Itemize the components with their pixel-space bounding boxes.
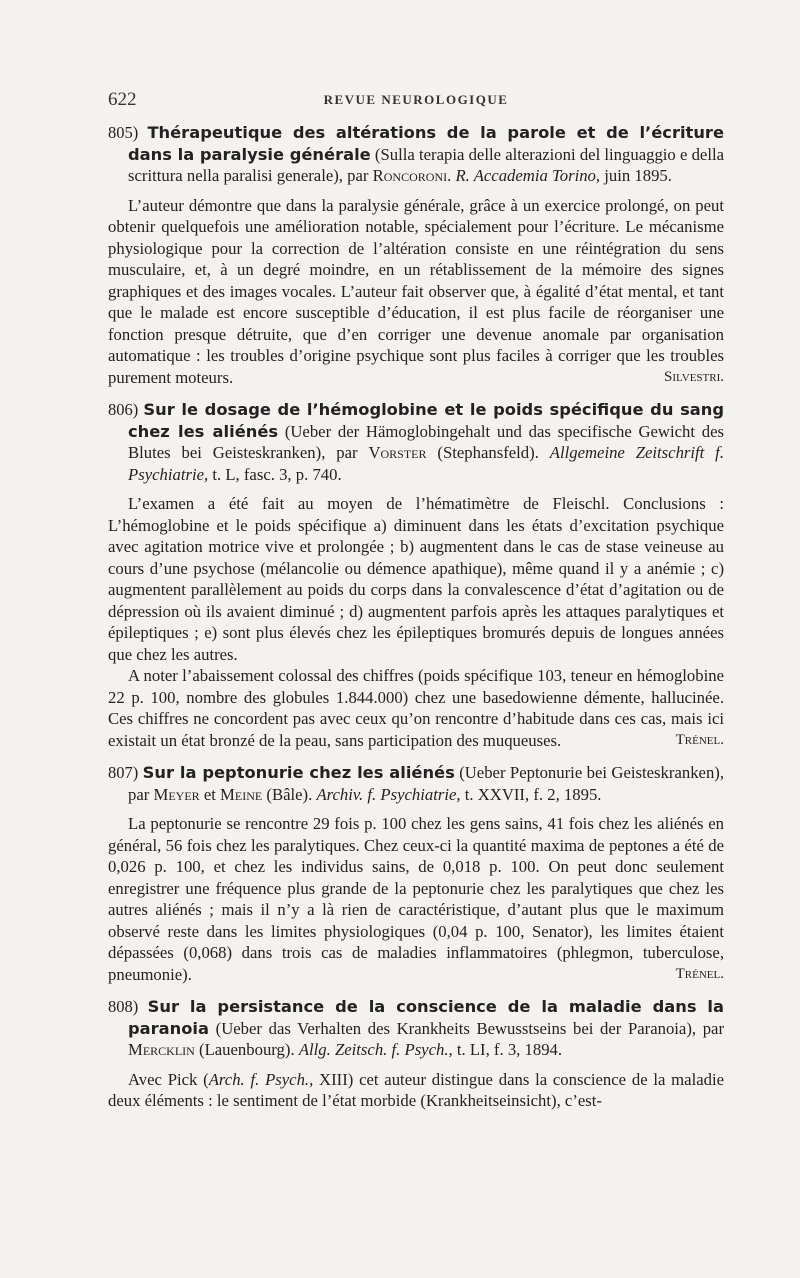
entry-author: Meyer	[153, 784, 200, 804]
journal-title: REVUE NEUROLOGIQUE	[323, 92, 509, 107]
entry-heading	[108, 122, 724, 187]
entry-805	[108, 122, 724, 388]
entry-number: 806)	[108, 400, 139, 419]
entry-location: (Stephansfeld).	[437, 443, 539, 462]
entry-signature: Silvestri.	[664, 368, 724, 385]
entry-paragraph: Avec Pick (Arch. f. Psych., XIII) cet auteur distingue dans la conscience de la maladie deux éléments : le sentiment de l’état morbide (Krankheitseinsicht), c’est-	[108, 1069, 725, 1110]
entry-heading	[108, 996, 724, 1061]
entry-number: 808)	[108, 997, 139, 1016]
page-number: 622	[108, 89, 137, 110]
entry-journal: R. Accademia Torino,	[455, 166, 601, 185]
entry-reference: (Ueber das Verhalten des Krankheits Bewusstseins bei der Paranoia), par	[215, 1018, 725, 1038]
entry-title: Sur le dosage de l’hémoglobine et le poids spécifique du sang chez les aliénés	[128, 400, 724, 441]
entry-title: Sur la peptonurie chez les aliénés	[142, 763, 455, 782]
entry-paragraph: A noter l’abaissement colossal des chiffres (poids spécifique 103, teneur en hémoglobine 22 p. 100, nombre des globules 1.844.000) chez une basedowienne démente, hallucinée. Ces chiffres ne concordent pas avec ceux qu’on rencontre d’habitude dans ces cas, mais ici existait un état bronzé de la peau, sans participation des muqueuses. Trénel.	[108, 666, 724, 750]
entry-author: Roncoroni.	[372, 166, 452, 185]
article-column	[108, 122, 724, 1123]
entry-reference: (Ueber Peptonurie bei Geisteskranken), par	[128, 763, 725, 804]
entry-volume: t. L, fasc. 3, p. 740.	[212, 464, 342, 484]
entry-volume: t. LI, f. 3, 1894.	[456, 1040, 563, 1059]
running-head	[108, 89, 724, 113]
entry-location: (Lauenbourg).	[199, 1040, 295, 1059]
entry-reference: (Ueber der Hämoglobingehalt und das specifische Gewicht des Blutes bei Geisteskranken), par	[128, 421, 724, 462]
entry-title: Sur la persistance de la conscience de la maladie dans la paranoia	[128, 997, 724, 1038]
entry-date: juin 1895.	[604, 166, 672, 185]
entry-paragraph: L’examen a été fait au moyen de l’hématimètre de Fleischl. Conclusions : L’hémoglobine et le poids spécifique a) diminuent dans les états d’excitation psychique avec agitation motrice vive et prolongée ; b) augmentent dans le cas de stase veineuse au cours d’une psychose (mélancolie ou démence apathique), même quand il y a anémie ; c) augmentent parallèlement au poids du corps dans la convalescence d’état d’agitation ou de dépression où ils avaient diminué ; d) augmentent parfois après les attaques paralytiques et épileptiques ; e) sont plus élevés chez les épileptiques bromurés depuis de longues années que chez les autres.	[108, 494, 724, 664]
entry-reference: (Sulla terapia delle alterazioni del linguaggio e della scrittura nella paralisi generale), par	[128, 144, 725, 185]
entry-volume: t. XXVII, f. 2, 1895.	[464, 784, 602, 804]
entry-paragraph: La peptonurie se rencontre 29 fois p. 100 chez les gens sains, 41 fois chez les aliénés en général, 56 fois chez les paralytiques. Chez ceux-ci la quantité maxima de peptones a été de 0,026 p. 100, et chez les individus sains, de 0,018 p. 100. On peut donc seulement enregistrer une fréquence plus grande de la peptonurie chez les paralytiques que chez les autres aliénés ; mais il n’y a là rien de caractéristique, d’autant plus que le maximum observé reste dans les limites physiologiques (0,04 p. 100, Senator), les limites étaient dépassées (0,068) dans trois cas de maladies inflammatoires (phlegmon, tuberculose, pneumonie). Trénel.	[108, 814, 724, 984]
entry-author-2: Meine	[220, 784, 263, 804]
entry-number: 807)	[108, 763, 139, 782]
entry-paragraph: L’auteur démontre que dans la paralysie générale, grâce à un exercice prolongé, on peut obtenir quelquefois une amélioration notable, spécialement pour l’écriture. Le mécanisme physiologique pour la correction de l’altération consiste en une réintégration du sens musculaire, et, à un degré moindre, en un rétablissement de la mémoire des signes graphiques et des images vocales. L’auteur fait observer que, à égalité d’état mental, et tant que le malade est encore susceptible d’éducation, il est plus facile de réorganiser une fonction presque détruite, que d’en corriger une devenue anomale par organisation automatique : les troubles d’origine psychique sont plus faciles à corriger que les troubles purement moteurs. Silvestri.	[108, 195, 724, 387]
entry-heading	[108, 762, 724, 805]
entry-signature: Trénel.	[675, 965, 724, 982]
entry-author: Mercklin	[128, 1040, 195, 1059]
entry-heading	[108, 399, 724, 485]
entry-number: 805)	[108, 123, 139, 142]
entry-conjunction: et	[203, 784, 216, 804]
entry-807	[108, 762, 724, 985]
entry-author: Vorster	[368, 443, 427, 462]
entry-signature: Trénel.	[675, 731, 724, 748]
entry-journal: Allgemeine Zeitschrift f. Psychiatrie,	[128, 443, 724, 484]
entry-808	[108, 996, 724, 1112]
entry-journal: Archiv. f. Psychiatrie,	[316, 784, 461, 804]
entry-journal: Allg. Zeitsch. f. Psych.,	[298, 1040, 453, 1059]
entry-806	[108, 399, 724, 751]
entry-title: Thérapeutique des altérations de la parole et de l’écriture dans la paralysie générale	[128, 123, 724, 164]
entry-location: (Bâle).	[266, 784, 313, 804]
